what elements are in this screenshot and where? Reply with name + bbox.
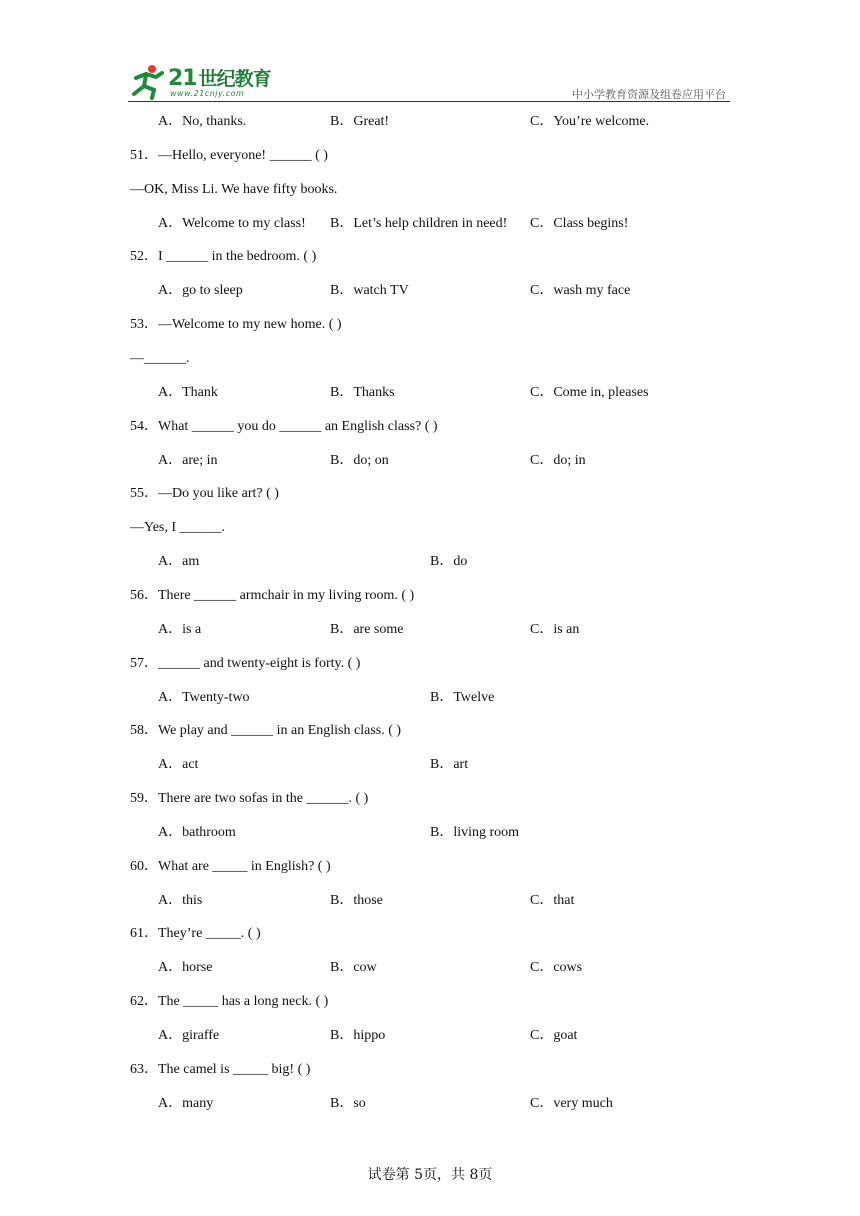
answer-option: A．bathroom <box>158 824 236 840</box>
question-text: 54．What ______ you do ______ an English class? ( ) <box>130 418 438 434</box>
option-row <box>0 382 860 404</box>
answer-option: A．horse <box>158 960 213 976</box>
answer-option: C．do; in <box>530 452 586 468</box>
answer-option: A．Thank <box>158 384 218 400</box>
dialogue-line: —Yes, I ______. <box>130 520 226 536</box>
answer-option: B．living room <box>430 824 520 840</box>
question-text: 56．There ______ armchair in my living room. ( ) <box>130 587 415 603</box>
answer-option: A．many <box>158 1095 214 1111</box>
option-row <box>0 754 860 776</box>
answer-option: A．am <box>158 554 200 569</box>
question-text: 51．—Hello, everyone! ______ ( ) <box>130 147 328 163</box>
answer-option: B．hippo <box>330 1028 386 1043</box>
answer-option: C．Come in, pleases <box>530 384 649 400</box>
option-row <box>0 1093 860 1115</box>
answer-option: B．so <box>330 1095 366 1111</box>
answer-option: B．are some <box>330 621 404 637</box>
answer-option: A．Welcome to my class! <box>158 215 306 231</box>
answer-option: A．this <box>158 892 203 908</box>
page-header <box>128 62 730 104</box>
header-divider <box>128 101 730 102</box>
option-row <box>0 822 860 844</box>
option-row <box>0 957 860 979</box>
option-row <box>0 1025 860 1047</box>
option-row <box>0 890 860 912</box>
option-row <box>0 687 860 709</box>
option-row <box>0 551 860 573</box>
answer-option: A．Twenty-two <box>158 689 250 705</box>
answer-option: A．act <box>158 757 199 773</box>
answer-option: A．giraffe <box>158 1028 220 1043</box>
answer-option: B．Twelve <box>430 689 495 705</box>
answer-option: B．Thanks <box>330 384 395 400</box>
option-row <box>0 450 860 472</box>
question-text: 59．There are two sofas in the ______. ( ) <box>130 791 369 806</box>
logo-url: www.21cnjy.com <box>170 89 245 98</box>
option-row <box>0 213 860 235</box>
answer-option: C．that <box>530 892 575 908</box>
option-row <box>0 111 860 133</box>
page-footer: 试卷第 5页，共 8页 <box>367 1167 493 1183</box>
answer-option: C．goat <box>530 1028 578 1043</box>
runner-icon <box>128 64 168 100</box>
question-text: 58．We play and ______ in an English class. ( ) <box>130 723 402 739</box>
answer-option: B．cow <box>330 960 377 976</box>
answer-option: C．You’re welcome. <box>530 114 650 129</box>
answer-option: A．is a <box>158 621 202 637</box>
question-text: 52．I ______ in the bedroom. ( ) <box>130 249 317 265</box>
answer-option: A．are; in <box>158 452 218 468</box>
answer-option: A．go to sleep <box>158 283 243 299</box>
answer-option: B．do; on <box>330 452 389 468</box>
question-text: 55．—Do you like art? ( ) <box>130 486 279 502</box>
answer-option: B．art <box>430 757 469 773</box>
answer-option: C．is an <box>530 621 580 637</box>
option-row <box>0 619 860 641</box>
option-row <box>0 280 860 302</box>
answer-option: C．very much <box>530 1095 613 1111</box>
answer-option: C．cows <box>530 960 583 976</box>
answer-option: B．Let’s help children in need! <box>330 215 508 231</box>
question-text: 53．—Welcome to my new home. ( ) <box>130 317 342 333</box>
header-tagline: 中小学教育资源及组卷应用平台 <box>572 88 726 101</box>
question-text: 57．______ and twenty-eight is forty. ( ) <box>130 655 361 671</box>
question-text: 60．What are _____ in English? ( ) <box>130 858 331 874</box>
dialogue-line: —______. <box>130 351 190 366</box>
answer-option: A．No, thanks. <box>158 114 247 129</box>
answer-option: B．those <box>330 892 383 908</box>
answer-option: C．Class begins! <box>530 215 629 231</box>
dialogue-line: —OK, Miss Li. We have fifty books. <box>130 181 338 197</box>
question-text: 62．The _____ has a long neck. ( ) <box>130 994 329 1010</box>
logo <box>128 62 278 102</box>
answer-option: B．Great! <box>330 114 390 129</box>
answer-option: B．do <box>430 554 468 569</box>
logo-text: 21 世纪教育 <box>168 66 271 91</box>
question-text: 63．The camel is _____ big! ( ) <box>130 1061 311 1077</box>
answer-option: B．watch TV <box>330 283 409 299</box>
question-text: 61．They’re _____. ( ) <box>130 926 261 942</box>
answer-option: C．wash my face <box>530 283 631 299</box>
